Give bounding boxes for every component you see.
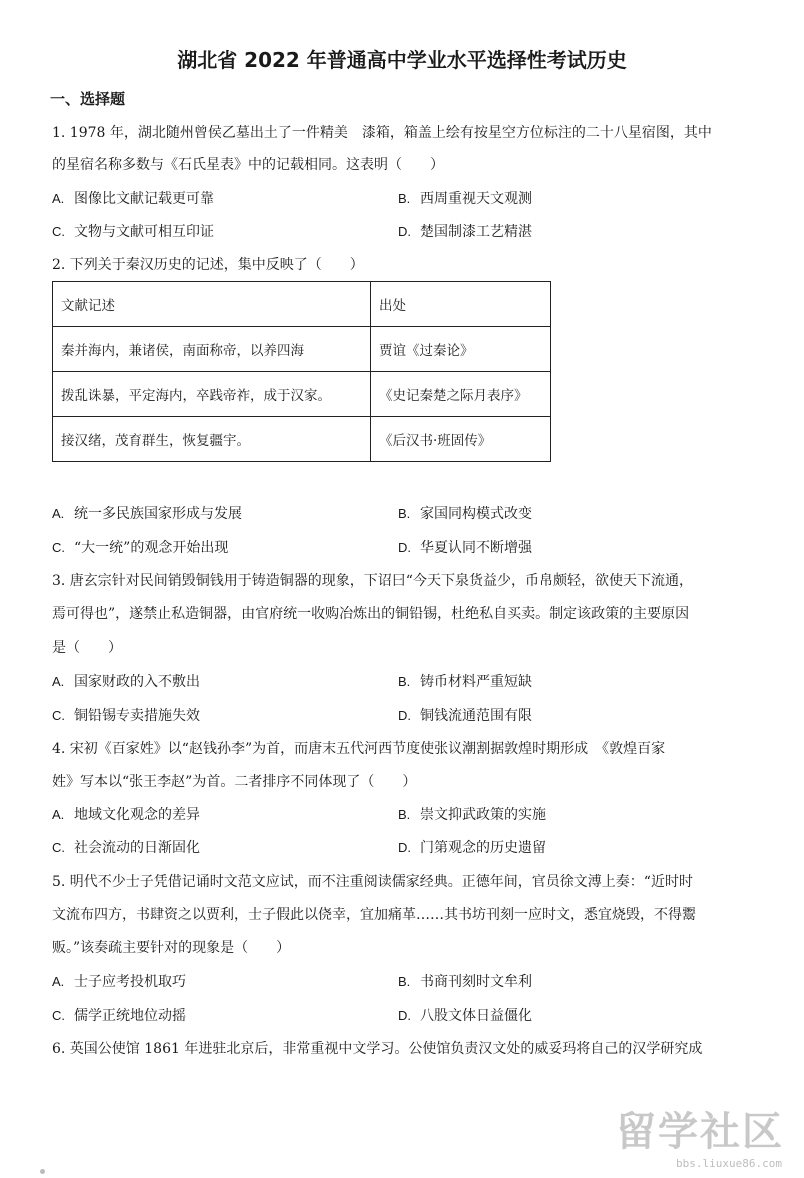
question-2-option-a	[52, 503, 242, 523]
option-key: A.	[52, 506, 65, 521]
option-text: 文物与文献可相互印证	[74, 224, 214, 240]
option-text: 国家财政的入不敷出	[74, 674, 200, 690]
question-3-option-d	[398, 705, 532, 725]
question-1-option-a	[52, 188, 214, 208]
source-table	[52, 281, 551, 462]
question-3-line-2: 焉可得也”，遂禁止私造铜器，由官府统一收购冶炼出的铜铅锡，杜绝私自买卖。制定该政策的主要原因	[52, 606, 690, 622]
option-key: D.	[398, 708, 411, 723]
option-text: 铜铅锡专卖措施失效	[74, 708, 200, 724]
table-cell: 秦并海内，兼诸侯，南面称帝，以养四海	[53, 327, 371, 372]
table-row	[53, 327, 551, 372]
option-key: B.	[398, 191, 411, 206]
option-key: B.	[398, 506, 411, 521]
option-key: C.	[52, 224, 65, 239]
option-text: 铜钱流通范围有限	[420, 708, 532, 724]
watermark-text: 留学社区	[616, 1109, 784, 1155]
option-text: 统一多民族国家形成与发展	[74, 506, 242, 522]
question-4-line-2: 姓》写本以“张王李赵”为首。二者排序不同体现了（ ）	[52, 774, 417, 790]
table-cell: 接汉绪，茂育群生，恢复疆宇。	[53, 417, 371, 462]
question-2-option-b	[398, 503, 532, 523]
option-key: D.	[398, 224, 411, 239]
scan-dot	[40, 1169, 45, 1174]
question-1-line-2: 的星宿名称多数与《石氏星表》中的记载相同。这表明（ ）	[52, 157, 444, 173]
table-cell: 《后汉书·班固传》	[371, 417, 551, 462]
question-4-option-a	[52, 804, 200, 824]
table-cell: 《史记秦楚之际月表序》	[371, 372, 551, 417]
question-5-option-b	[398, 971, 532, 991]
option-text: 华夏认同不断增强	[420, 540, 532, 556]
option-text: 士子应考投机取巧	[74, 974, 186, 990]
option-text: 社会流动的日渐固化	[74, 840, 200, 856]
question-5-line-3: 贩。”该奏疏主要针对的现象是（ ）	[52, 940, 291, 956]
table-header-cell: 文献记述	[53, 282, 371, 327]
question-3-option-b	[398, 671, 532, 691]
option-text: 图像比文献记载更可靠	[74, 191, 214, 207]
watermark-logo	[610, 1100, 790, 1170]
option-key: D.	[398, 1008, 411, 1023]
question-5-line-2: 文流布四方，书肆资之以贾利，士子假此以侥幸，宜加痛革……其书坊刊刻一应时文，悉宜烧毁，不得鬻	[52, 907, 696, 923]
question-3-line-3: 是（ ）	[52, 640, 122, 656]
option-key: A.	[52, 191, 65, 206]
question-1-option-d	[398, 221, 532, 241]
option-key: C.	[52, 840, 65, 855]
question-5-option-d	[398, 1005, 532, 1025]
table-header-cell: 出处	[371, 282, 551, 327]
question-6-line-1: 6. 英国公使馆 1861 年进驻北京后，非常重视中文学习。公使馆负责汉文处的威妥玛将自己的汉学研究成	[52, 1041, 703, 1057]
option-key: A.	[52, 974, 65, 989]
option-text: “大一统”的观念开始出现	[74, 540, 229, 556]
question-2-option-d	[398, 537, 532, 557]
question-4-option-d	[398, 837, 546, 857]
question-5-option-c	[52, 1005, 186, 1025]
option-text: 铸币材料严重短缺	[420, 674, 532, 690]
question-4-option-b	[398, 804, 546, 824]
question-1-option-c	[52, 221, 214, 241]
option-key: B.	[398, 974, 411, 989]
option-text: 崇文抑武政策的实施	[420, 807, 546, 823]
table-cell: 贾谊《过秦论》	[371, 327, 551, 372]
question-2-option-c	[52, 537, 228, 557]
option-key: C.	[52, 540, 65, 555]
option-text: 西周重视天文观测	[420, 191, 532, 207]
question-4-line-1: 4. 宋初《百家姓》以“赵钱孙李”为首，而唐末五代河西节度使张议潮割据敦煌时期形成 《敦煌百家	[52, 741, 666, 757]
option-text: 楚国制漆工艺精湛	[420, 224, 532, 240]
option-key: D.	[398, 540, 411, 555]
option-key: B.	[398, 807, 411, 822]
section-heading: 一、选择题	[50, 90, 126, 108]
question-3-line-1: 3. 唐玄宗针对民间销毁铜钱用于铸造铜器的现象，下诏曰“今天下泉货益少，币帛颇轻，欲使天下流通，	[52, 573, 693, 589]
question-3-option-c	[52, 705, 200, 725]
option-text: 地域文化观念的差异	[74, 807, 200, 823]
option-text: 门第观念的历史遗留	[420, 840, 546, 856]
question-1-line-1: 1. 1978 年，湖北随州曾侯乙墓出土了一件精美 漆箱，箱盖上绘有按星空方位标注的二十八星宿图，其中	[52, 125, 712, 141]
question-2-stem: 2. 下列关于秦汉历史的记述，集中反映了（ ）	[52, 257, 364, 273]
table-row	[53, 417, 551, 462]
watermark-url: bbs.liuxue86.com	[676, 1157, 782, 1170]
question-5-option-a	[52, 971, 186, 991]
option-text: 书商刊刻时文牟利	[420, 974, 532, 990]
option-key: A.	[52, 807, 65, 822]
option-text: 家国同构模式改变	[420, 506, 532, 522]
option-key: C.	[52, 1008, 65, 1023]
option-key: D.	[398, 840, 411, 855]
option-text: 八股文体日益僵化	[420, 1008, 532, 1024]
page-title: 湖北省 2022 年普通高中学业水平选择性考试历史	[177, 48, 627, 72]
option-key: C.	[52, 708, 65, 723]
question-3-option-a	[52, 671, 200, 691]
option-key: A.	[52, 674, 65, 689]
question-1-option-b	[398, 188, 532, 208]
question-4-option-c	[52, 837, 200, 857]
question-5-line-1: 5. 明代不少士子凭借记诵时文范文应试，而不注重阅读儒家经典。正德年间，官员徐文溥上奏：“近时时	[52, 874, 693, 890]
table-row	[53, 372, 551, 417]
table-header-row	[53, 282, 551, 327]
option-text: 儒学正统地位动摇	[74, 1008, 186, 1024]
table-cell: 拨乱诛暴，平定海内，卒践帝祚，成于汉家。	[53, 372, 371, 417]
option-key: B.	[398, 674, 411, 689]
